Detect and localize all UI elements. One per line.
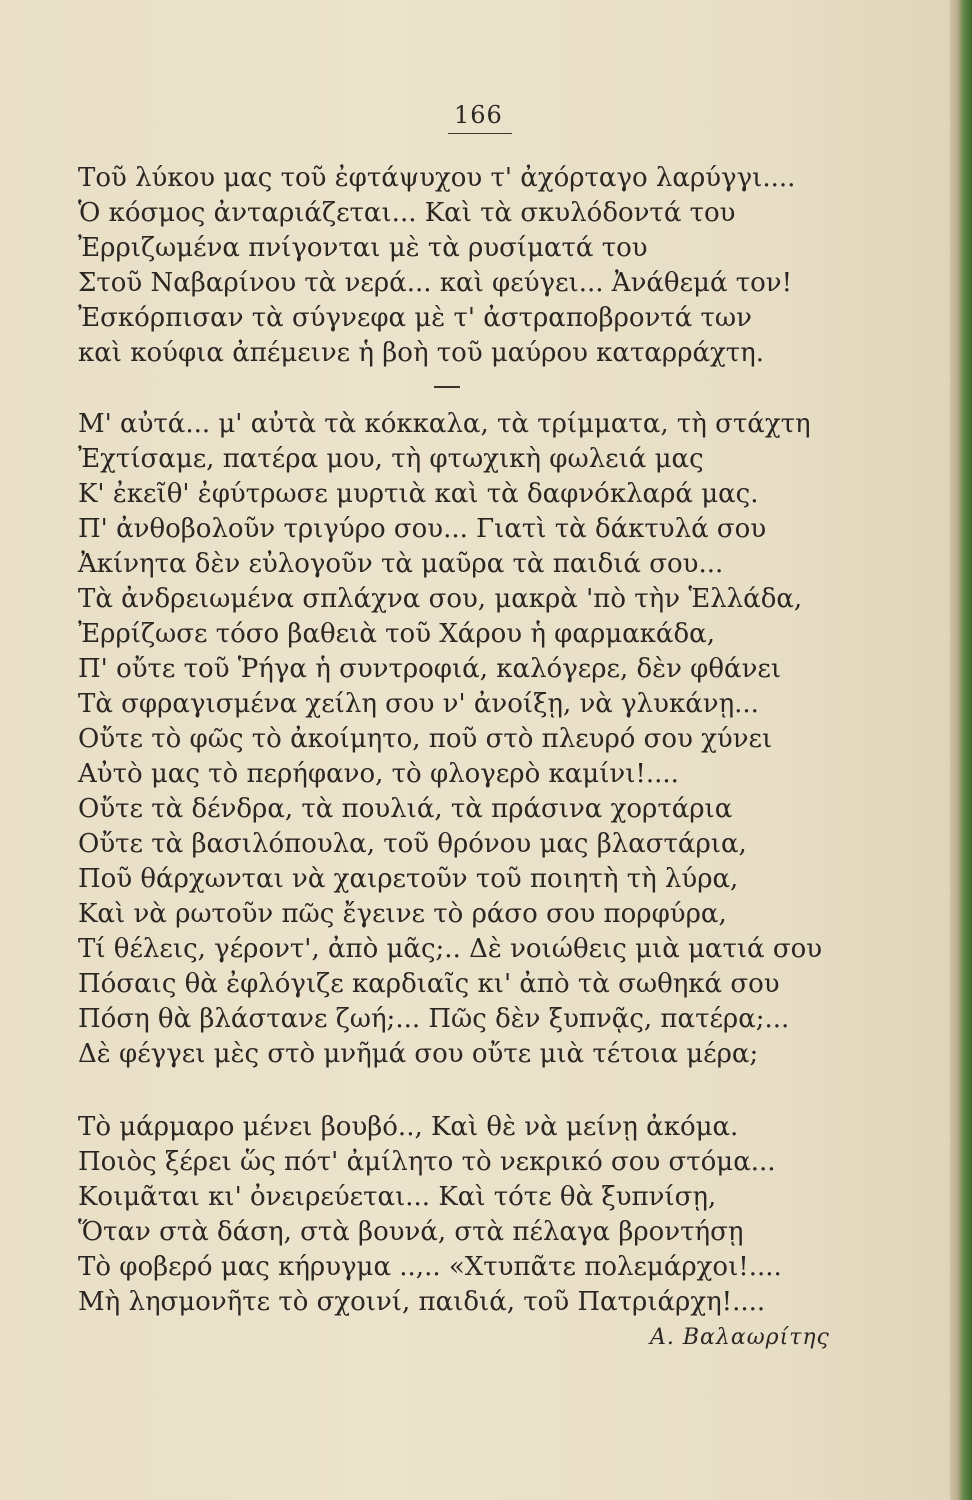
page-number: 166 <box>454 101 503 129</box>
poem-line: Τοῦ λύκου μας τοῦ ἐφτάψυχου τ' ἀχόρταγο λαρύγγι.... <box>78 163 796 193</box>
poem-line: Ποῦ θάρχωνται νὰ χαιρετοῦν τοῦ ποιητὴ τὴ λύρα, <box>78 864 739 894</box>
page-number-underline <box>448 133 512 134</box>
poem-line: Δὲ φέγγει μὲς στὸ μνῆμά σου οὔτε μιὰ τέτοια μέρα; <box>78 1039 759 1069</box>
poem-line: Μὴ λησμονῆτε τὸ σχοινί, παιδιά, τοῦ Πατριάρχη!.... <box>78 1287 766 1317</box>
poem-line: Ὁ κόσμος ἀνταριάζεται... Καὶ τὰ σκυλόδοντά του <box>78 198 736 228</box>
poem-line: Ἐσκόρπισαν τὰ σύγνεφα μὲ τ' ἀστραποβροντά των <box>78 303 752 333</box>
poem-line: Πόσαις θὰ ἐφλόγιζε καρδιαῖς κι' ἀπὸ τὰ σωθηκά σου <box>78 969 780 999</box>
poem-line: Τὰ σφραγισμένα χείλη σου ν' ἀνοίξῃ, νὰ γλυκάνῃ... <box>78 689 759 719</box>
poem-line: Κοιμᾶται κι' ὀνειρεύεται... Καὶ τότε θὰ ξυπνίσῃ, <box>78 1182 717 1212</box>
poem-line: Στοῦ Ναβαρίνου τὰ νερά... καὶ φεύγει... Ἀνάθεμά τον! <box>78 268 793 298</box>
poem-line: Καὶ νὰ ρωτοῦν πῶς ἔγεινε τὸ ράσο σου πορφύρα, <box>78 899 727 929</box>
poem-line: Ἀκίνητα δὲν εὐλογοῦν τὰ μαῦρα τὰ παιδιά σου... <box>78 549 724 579</box>
poem-line: Οὔτε τὰ δένδρα, τὰ πουλιά, τὰ πράσινα χορτάρια <box>78 794 733 824</box>
poem-line: Αὐτὸ μας τὸ περήφανο, τὸ φλογερὸ καμίνι!.... <box>78 759 679 789</box>
poem-line: καὶ κούφια ἀπέμεινε ἡ βοὴ τοῦ μαύρου καταρράχτη. <box>78 338 765 368</box>
poem-line: Π' οὔτε τοῦ Ῥήγα ἡ συντροφιά, καλόγερε, δὲν φθάνει <box>78 654 782 684</box>
section-dash <box>434 386 460 388</box>
poem-line: Ἐχτίσαμε, πατέρα μου, τὴ φτωχικὴ φωλειά μας <box>78 444 704 474</box>
poem-line: Ἐρρίζωσε τόσο βαθειὰ τοῦ Χάρου ἡ φαρμακάδα, <box>78 619 715 649</box>
author-signature: Α. Βαλαωρίτης <box>650 1325 830 1350</box>
poem-line: Τὰ ἀνδρειωμένα σπλάχνα σου, μακρὰ 'πὸ τὴν Ἑλλάδα, <box>78 584 803 614</box>
poem-line: Κ' ἐκεῖθ' ἐφύτρωσε μυρτιὰ καὶ τὰ δαφνόκλαρά μας. <box>78 479 759 509</box>
poem-line: Οὔτε τὰ βασιλόπουλα, τοῦ θρόνου μας βλαστάρια, <box>78 829 747 859</box>
poem-line: Ποιὸς ξέρει ὥς πότ' ἀμίλητο τὸ νεκρικό σου στόμα... <box>78 1147 776 1177</box>
poem-line: Ὅταν στὰ δάση, στὰ βουνά, στὰ πέλαγα βροντήσῃ <box>78 1217 744 1247</box>
poem-line: Τὸ φοβερό μας κήρυγμα ..,.. «Χτυπᾶτε πολεμάρχοι!.... <box>78 1252 782 1282</box>
poem-line: Οὔτε τὸ φῶς τὸ ἀκοίμητο, ποῦ στὸ πλευρό σου χύνει <box>78 724 773 754</box>
poem-line: Ἐρριζωμένα πνίγονται μὲ τὰ ρυσίματά του <box>78 233 648 263</box>
poem-line: Π' ἀνθοβολοῦν τριγύρο σου... Γιατὶ τὰ δάκτυλά σου <box>78 514 767 544</box>
poem-line: Μ' αὐτά... μ' αὐτὰ τὰ κόκκαλα, τὰ τρίμματα, τὴ στάχτη <box>78 409 811 439</box>
poem-line: Πόση θὰ βλάστανε ζωή;... Πῶς δὲν ξυπνᾷς, πατέρα;... <box>78 1004 790 1034</box>
poem-line: Τί θέλεις, γέροντ', ἀπὸ μᾶς;.. Δὲ νοιώθεις μιὰ ματιά σου <box>78 934 823 964</box>
poem-line: Τὸ μάρμαρο μένει βουβό.., Καὶ θὲ νὰ μείνῃ ἀκόμα. <box>78 1112 739 1142</box>
page-edge <box>950 0 972 1500</box>
